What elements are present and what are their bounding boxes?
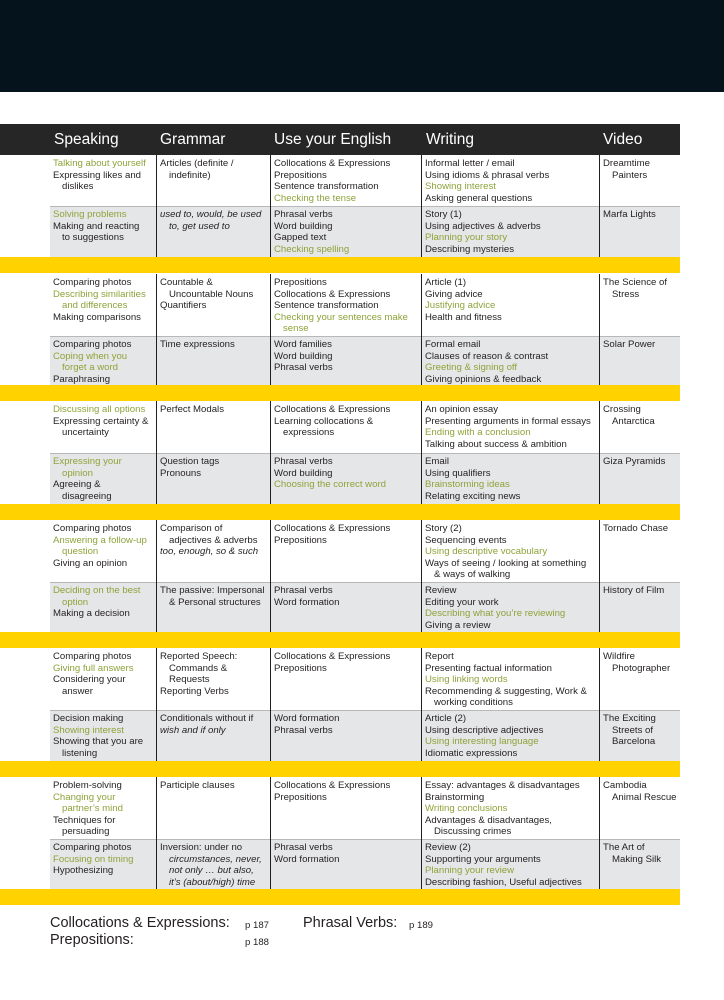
cell-text: Phrasal verbs [274, 456, 333, 467]
cell-text: Asking general questions [425, 192, 533, 204]
header-grammar: Grammar [160, 131, 226, 148]
cell-text: Crossing [603, 404, 641, 415]
cell-text: Expressing likes and [53, 169, 141, 181]
cell-text: Comparing photos [53, 651, 132, 662]
cell-text: Story (1) [425, 209, 462, 220]
unit-separator-band [0, 385, 680, 401]
cell-text: Making comparisons [53, 311, 141, 323]
skill-strategy-text: Describing what you’re reviewing [425, 608, 566, 620]
cell-text: Discussing crimes [434, 826, 512, 838]
cell-text: Editing your work [425, 596, 499, 608]
table-row [50, 582, 680, 632]
cell-text: Making Silk [612, 853, 662, 865]
cell-video [600, 155, 650, 181]
cell-speaking [50, 777, 123, 838]
cell-text: Inversion: under no [160, 842, 243, 853]
cell-writing [422, 274, 502, 323]
cell-text: Supporting your arguments [425, 853, 541, 865]
cell-text: Report [425, 651, 454, 662]
cell-text: uncertainty [62, 427, 109, 439]
skill-strategy-text: Focusing on timing [53, 853, 134, 865]
cell-text: Prepositions [274, 277, 327, 288]
skill-strategy-text: Planning your review [425, 865, 515, 877]
cell-text: Reporting Verbs [160, 685, 229, 697]
cell-writing [422, 155, 549, 204]
cell-text: Requests [169, 674, 210, 686]
cell-text: Sequencing events [425, 534, 507, 546]
cell-text: The Science of [603, 277, 667, 288]
table-row [50, 336, 680, 387]
cell-use [271, 453, 386, 491]
cell-writing [422, 520, 586, 581]
cell-text: Health and fitness [425, 311, 502, 323]
cell-text: Giza Pyramids [603, 456, 666, 467]
cell-grammar [157, 401, 224, 416]
cell-text: listening [62, 747, 98, 759]
cell-text: expressions [283, 427, 335, 439]
cell-writing [422, 648, 587, 709]
cell-use [271, 582, 339, 608]
cell-video [600, 582, 664, 597]
cell-text: Idiomatic expressions [425, 747, 518, 759]
table-row [50, 710, 680, 761]
cell-writing [422, 839, 582, 888]
cell-text: Word building [274, 350, 333, 362]
cell-text: Collocations & Expressions [274, 288, 391, 300]
cell-use [271, 710, 339, 736]
skill-strategy-text: Checking spelling [274, 243, 350, 255]
skill-strategy-text: Using interesting language [425, 736, 539, 748]
cell-speaking [50, 839, 134, 877]
cell-grammar [157, 206, 261, 232]
cell-text: Describing mysteries [425, 243, 515, 255]
cell-video [600, 274, 667, 300]
cell-text: it’s (about/high) time [169, 876, 256, 888]
top-dark-band [0, 0, 724, 92]
cell-text: Giving an opinion [53, 557, 128, 569]
cell-text: Prepositions [274, 169, 327, 181]
cell-text: Stress [612, 288, 640, 300]
cell-grammar [157, 710, 253, 736]
skill-strategy-text: Changing your [53, 791, 116, 803]
cell-text: The Exciting [603, 713, 656, 724]
cell-text: Animal Rescue [612, 791, 677, 803]
cell-text: Showing that you are [53, 736, 144, 748]
cell-use [271, 206, 349, 255]
footer-phrasal-verbs-label: Phrasal Verbs: [303, 915, 398, 931]
cell-text: Advantages & disadvantages, [425, 814, 552, 826]
cell-text: Marfa Lights [603, 209, 656, 220]
cell-video [600, 710, 656, 748]
cell-speaking [50, 453, 122, 502]
skill-strategy-text: Deciding on the best [53, 585, 141, 596]
cell-text: Sentence transformation [274, 181, 379, 193]
unit-separator-band [0, 632, 680, 648]
cell-text: Making and reacting [53, 220, 140, 232]
cell-text: An opinion essay [425, 404, 499, 415]
cell-video [600, 336, 655, 351]
cell-text: adjectives & adverbs [169, 534, 258, 546]
cell-text: Collocations & Expressions [274, 651, 391, 662]
cell-grammar [157, 336, 235, 351]
cell-text: Tornado Chase [603, 523, 669, 534]
cell-text: too, enough, so & such [160, 546, 259, 558]
cell-text: used to, would, be used [160, 209, 262, 220]
unit-separator-band [0, 889, 680, 905]
cell-video [600, 520, 668, 535]
skill-strategy-text: Planning your story [425, 232, 508, 244]
cell-text: Article (1) [425, 277, 467, 288]
cell-text: Prepositions [274, 534, 327, 546]
skill-strategy-text: Describing similarities [53, 288, 146, 300]
skill-strategy-text: Ending with a conclusion [425, 427, 531, 439]
header-speaking: Speaking [54, 131, 119, 148]
footer-phrasal-verbs-page: p 189 [409, 920, 434, 931]
cell-use [271, 839, 339, 865]
cell-text: Relating exciting news [425, 490, 521, 502]
cell-use [271, 401, 390, 439]
cell-text: Phrasal verbs [274, 724, 333, 736]
table-row [50, 839, 680, 890]
cell-text: Using idioms & phrasal verbs [425, 169, 550, 181]
skill-strategy-text: Checking the tense [274, 192, 357, 204]
cell-writing [422, 710, 543, 759]
cell-video [600, 839, 661, 865]
cell-text: Pronouns [160, 467, 202, 479]
cell-text: Comparing photos [53, 339, 132, 350]
cell-use [271, 274, 408, 335]
cell-text: to, get used to [169, 220, 230, 232]
skill-strategy-text: partner’s mind [62, 803, 123, 815]
skill-strategy-text: Using linking words [425, 674, 508, 686]
cell-text: persuading [62, 826, 110, 838]
row-divider [50, 336, 680, 337]
cell-text: Phrasal verbs [274, 842, 333, 853]
cell-text: Barcelona [612, 736, 656, 748]
skill-strategy-text: sense [283, 323, 309, 335]
cell-text: Review (2) [425, 842, 471, 853]
cell-text: Techniques for [53, 814, 116, 826]
cell-text: Quantifiers [160, 300, 207, 312]
cell-text: Decision making [53, 713, 124, 724]
cell-text: Word formation [274, 853, 340, 865]
cell-video [600, 453, 665, 468]
cell-text: Sentence transformation [274, 300, 379, 312]
cell-text: Prepositions [274, 791, 327, 803]
cell-text: Problem-solving [53, 780, 122, 791]
cell-text: Email [425, 456, 449, 467]
cell-text: Collocations & Expressions [274, 780, 391, 791]
cell-speaking [50, 710, 143, 759]
cell-speaking [50, 401, 148, 439]
cell-text: Perfect Modals [160, 404, 224, 415]
cell-speaking [50, 155, 146, 193]
cell-speaking [50, 648, 134, 697]
cell-text: circumstances, never, [169, 853, 262, 865]
cell-text: Using qualifiers [425, 467, 491, 479]
cell-video [600, 206, 656, 221]
row-divider [50, 839, 680, 840]
cell-text: Review [425, 585, 457, 596]
cell-text: Cambodia [603, 780, 647, 791]
cell-text: to suggestions [62, 232, 124, 244]
cell-use [271, 648, 390, 674]
skill-strategy-text: opinion [62, 467, 93, 479]
cell-text: Conditionals without if [160, 713, 254, 724]
cell-speaking [50, 520, 147, 569]
cell-text: dislikes [62, 181, 94, 193]
cell-text: Phrasal verbs [274, 209, 333, 220]
cell-text: Dreamtime [603, 158, 650, 169]
cell-text: wish and if only [160, 724, 226, 736]
cell-text: Informal letter / email [425, 158, 515, 169]
unit-separator-band [0, 761, 680, 777]
cell-speaking [50, 582, 140, 620]
cell-text: Essay: advantages & disadvantages [425, 780, 580, 791]
cell-text: Comparing photos [53, 523, 132, 534]
cell-text: Phrasal verbs [274, 362, 333, 374]
cell-text: not only … but also, [169, 865, 254, 877]
skill-strategy-text: Solving problems [53, 209, 127, 220]
cell-writing [422, 336, 548, 385]
cell-text: Word building [274, 467, 333, 479]
cell-text: Story (2) [425, 523, 462, 534]
cell-text: Expressing certainty & [53, 415, 149, 427]
cell-text: Phrasal verbs [274, 585, 333, 596]
cell-text: Agreeing & [53, 479, 101, 491]
cell-text: Reported Speech: [160, 651, 238, 662]
cell-text: History of Film [603, 585, 665, 596]
cell-text: Articles (definite / [160, 158, 234, 169]
cell-grammar [157, 648, 237, 697]
cell-text: Solar Power [603, 339, 656, 350]
cell-text: Gapped text [274, 232, 327, 244]
cell-text: Time expressions [160, 339, 235, 350]
cell-text: Clauses of reason & contrast [425, 350, 549, 362]
cell-use [271, 155, 390, 204]
cell-text: Countable & [160, 277, 213, 288]
cell-text: Comparison of [160, 523, 223, 534]
cell-text: Presenting factual information [425, 662, 552, 674]
skill-strategy-text: Giving full answers [53, 662, 134, 674]
cell-text: Article (2) [425, 713, 467, 724]
cell-writing [422, 453, 520, 502]
skill-strategy-text: Choosing the correct word [274, 479, 386, 491]
skill-strategy-text: option [62, 596, 89, 608]
cell-grammar [157, 155, 234, 181]
table-row [50, 206, 680, 257]
skill-strategy-text: Discussing all options [53, 404, 146, 415]
cell-text: Formal email [425, 339, 481, 350]
cell-text: Prepositions [274, 662, 327, 674]
cell-text: Considering your [53, 674, 126, 686]
cell-text: Streets of [612, 724, 654, 736]
cell-text: Giving advice [425, 288, 483, 300]
header-use-your-english: Use your English [274, 131, 392, 148]
cell-use [271, 336, 333, 374]
cell-text: Presenting arguments in formal essays [425, 415, 591, 427]
row-divider [50, 710, 680, 711]
skill-strategy-text: Expressing your [53, 456, 122, 467]
cell-text: The Art of [603, 842, 645, 853]
cell-text: Question tags [160, 456, 220, 467]
cell-video [600, 648, 670, 674]
cell-text: answer [62, 685, 93, 697]
header-video: Video [603, 131, 643, 148]
cell-text: Commands & [169, 662, 228, 674]
skill-strategy-text: Justifying advice [425, 300, 496, 312]
skill-strategy-text: Showing interest [425, 181, 496, 193]
cell-video [600, 401, 655, 427]
cell-writing [422, 206, 541, 255]
footer-prepositions-page: p 188 [245, 937, 270, 948]
cell-text: Comparing photos [53, 842, 132, 853]
cell-text: Using descriptive adjectives [425, 724, 544, 736]
skill-strategy-text: Checking your sentences make [274, 311, 408, 323]
cell-text: Learning collocations & [274, 415, 374, 427]
cell-text: Brainstorming [425, 791, 485, 803]
row-divider [50, 582, 680, 583]
cell-text: & Personal structures [169, 596, 261, 608]
cell-text: Giving a review [425, 619, 491, 631]
cell-use [271, 777, 390, 803]
footer-collocations-label: Collocations & Expressions: [50, 915, 230, 931]
cell-grammar [157, 274, 253, 312]
cell-grammar [157, 520, 258, 558]
unit-separator-band [0, 257, 680, 273]
cell-text: Wildfire [603, 651, 635, 662]
cell-text: Giving opinions & feedback [425, 373, 542, 385]
footer-prepositions-label: Prepositions: [50, 932, 134, 948]
cell-text: Collocations & Expressions [274, 404, 391, 415]
cell-writing [422, 777, 580, 838]
skill-strategy-text: Greeting & signing off [425, 362, 518, 374]
cell-text: Painters [612, 169, 648, 181]
skill-strategy-text: and differences [62, 300, 128, 312]
cell-text: Paraphrasing [53, 373, 111, 385]
cell-speaking [50, 206, 139, 244]
cell-speaking [50, 274, 146, 323]
cell-use [271, 520, 390, 546]
cell-text: Comparing photos [53, 277, 132, 288]
skill-strategy-text: Talking about yourself [53, 158, 146, 169]
cell-grammar [157, 839, 262, 888]
skill-strategy-text: Showing interest [53, 724, 124, 736]
cell-text: Ways of seeing / looking at something [425, 557, 587, 569]
cell-text: working conditions [434, 697, 513, 709]
cell-text: Participle clauses [160, 780, 235, 791]
cell-text: Making a decision [53, 608, 130, 620]
cell-text: Photographer [612, 662, 671, 674]
skill-strategy-text: Coping when you [53, 350, 128, 362]
skill-strategy-text: Writing conclusions [425, 803, 508, 815]
cell-text: Talking about success & ambition [425, 438, 567, 450]
cell-speaking [50, 336, 131, 385]
skill-strategy-text: forget a word [62, 362, 118, 374]
row-divider [50, 206, 680, 207]
cell-text: Collocations & Expressions [274, 158, 391, 169]
cell-text: Describing fashion, Useful adjectives [425, 876, 582, 888]
cell-text: Word formation [274, 596, 340, 608]
unit-separator-band [0, 504, 680, 520]
cell-text: Hypothesizing [53, 865, 114, 877]
cell-text: Using adjectives & adverbs [425, 220, 541, 232]
cell-text: disagreeing [62, 490, 112, 502]
cell-text: & ways of walking [434, 569, 511, 581]
cell-text: Word families [274, 339, 332, 350]
cell-text: Uncountable Nouns [169, 288, 254, 300]
header-writing: Writing [426, 131, 474, 148]
cell-grammar [157, 453, 219, 479]
skill-strategy-text: question [62, 546, 99, 558]
cell-text: Collocations & Expressions [274, 523, 391, 534]
cell-grammar [157, 582, 265, 608]
skill-strategy-text: Brainstorming ideas [425, 479, 510, 491]
cell-text: Antarctica [612, 415, 655, 427]
cell-grammar [157, 777, 235, 792]
skill-strategy-text: Using descriptive vocabulary [425, 546, 548, 558]
cell-text: Word formation [274, 713, 340, 724]
cell-video [600, 777, 677, 803]
cell-text: Word building [274, 220, 333, 232]
footer-collocations-page: p 187 [245, 920, 270, 931]
cell-writing [422, 401, 591, 450]
skill-strategy-text: Answering a follow-up [53, 534, 147, 546]
cell-text: Recommending & suggesting, Work & [425, 685, 587, 697]
cell-text: The passive: Impersonal [160, 585, 265, 596]
cell-writing [422, 582, 565, 631]
cell-text: indefinite) [169, 169, 211, 181]
